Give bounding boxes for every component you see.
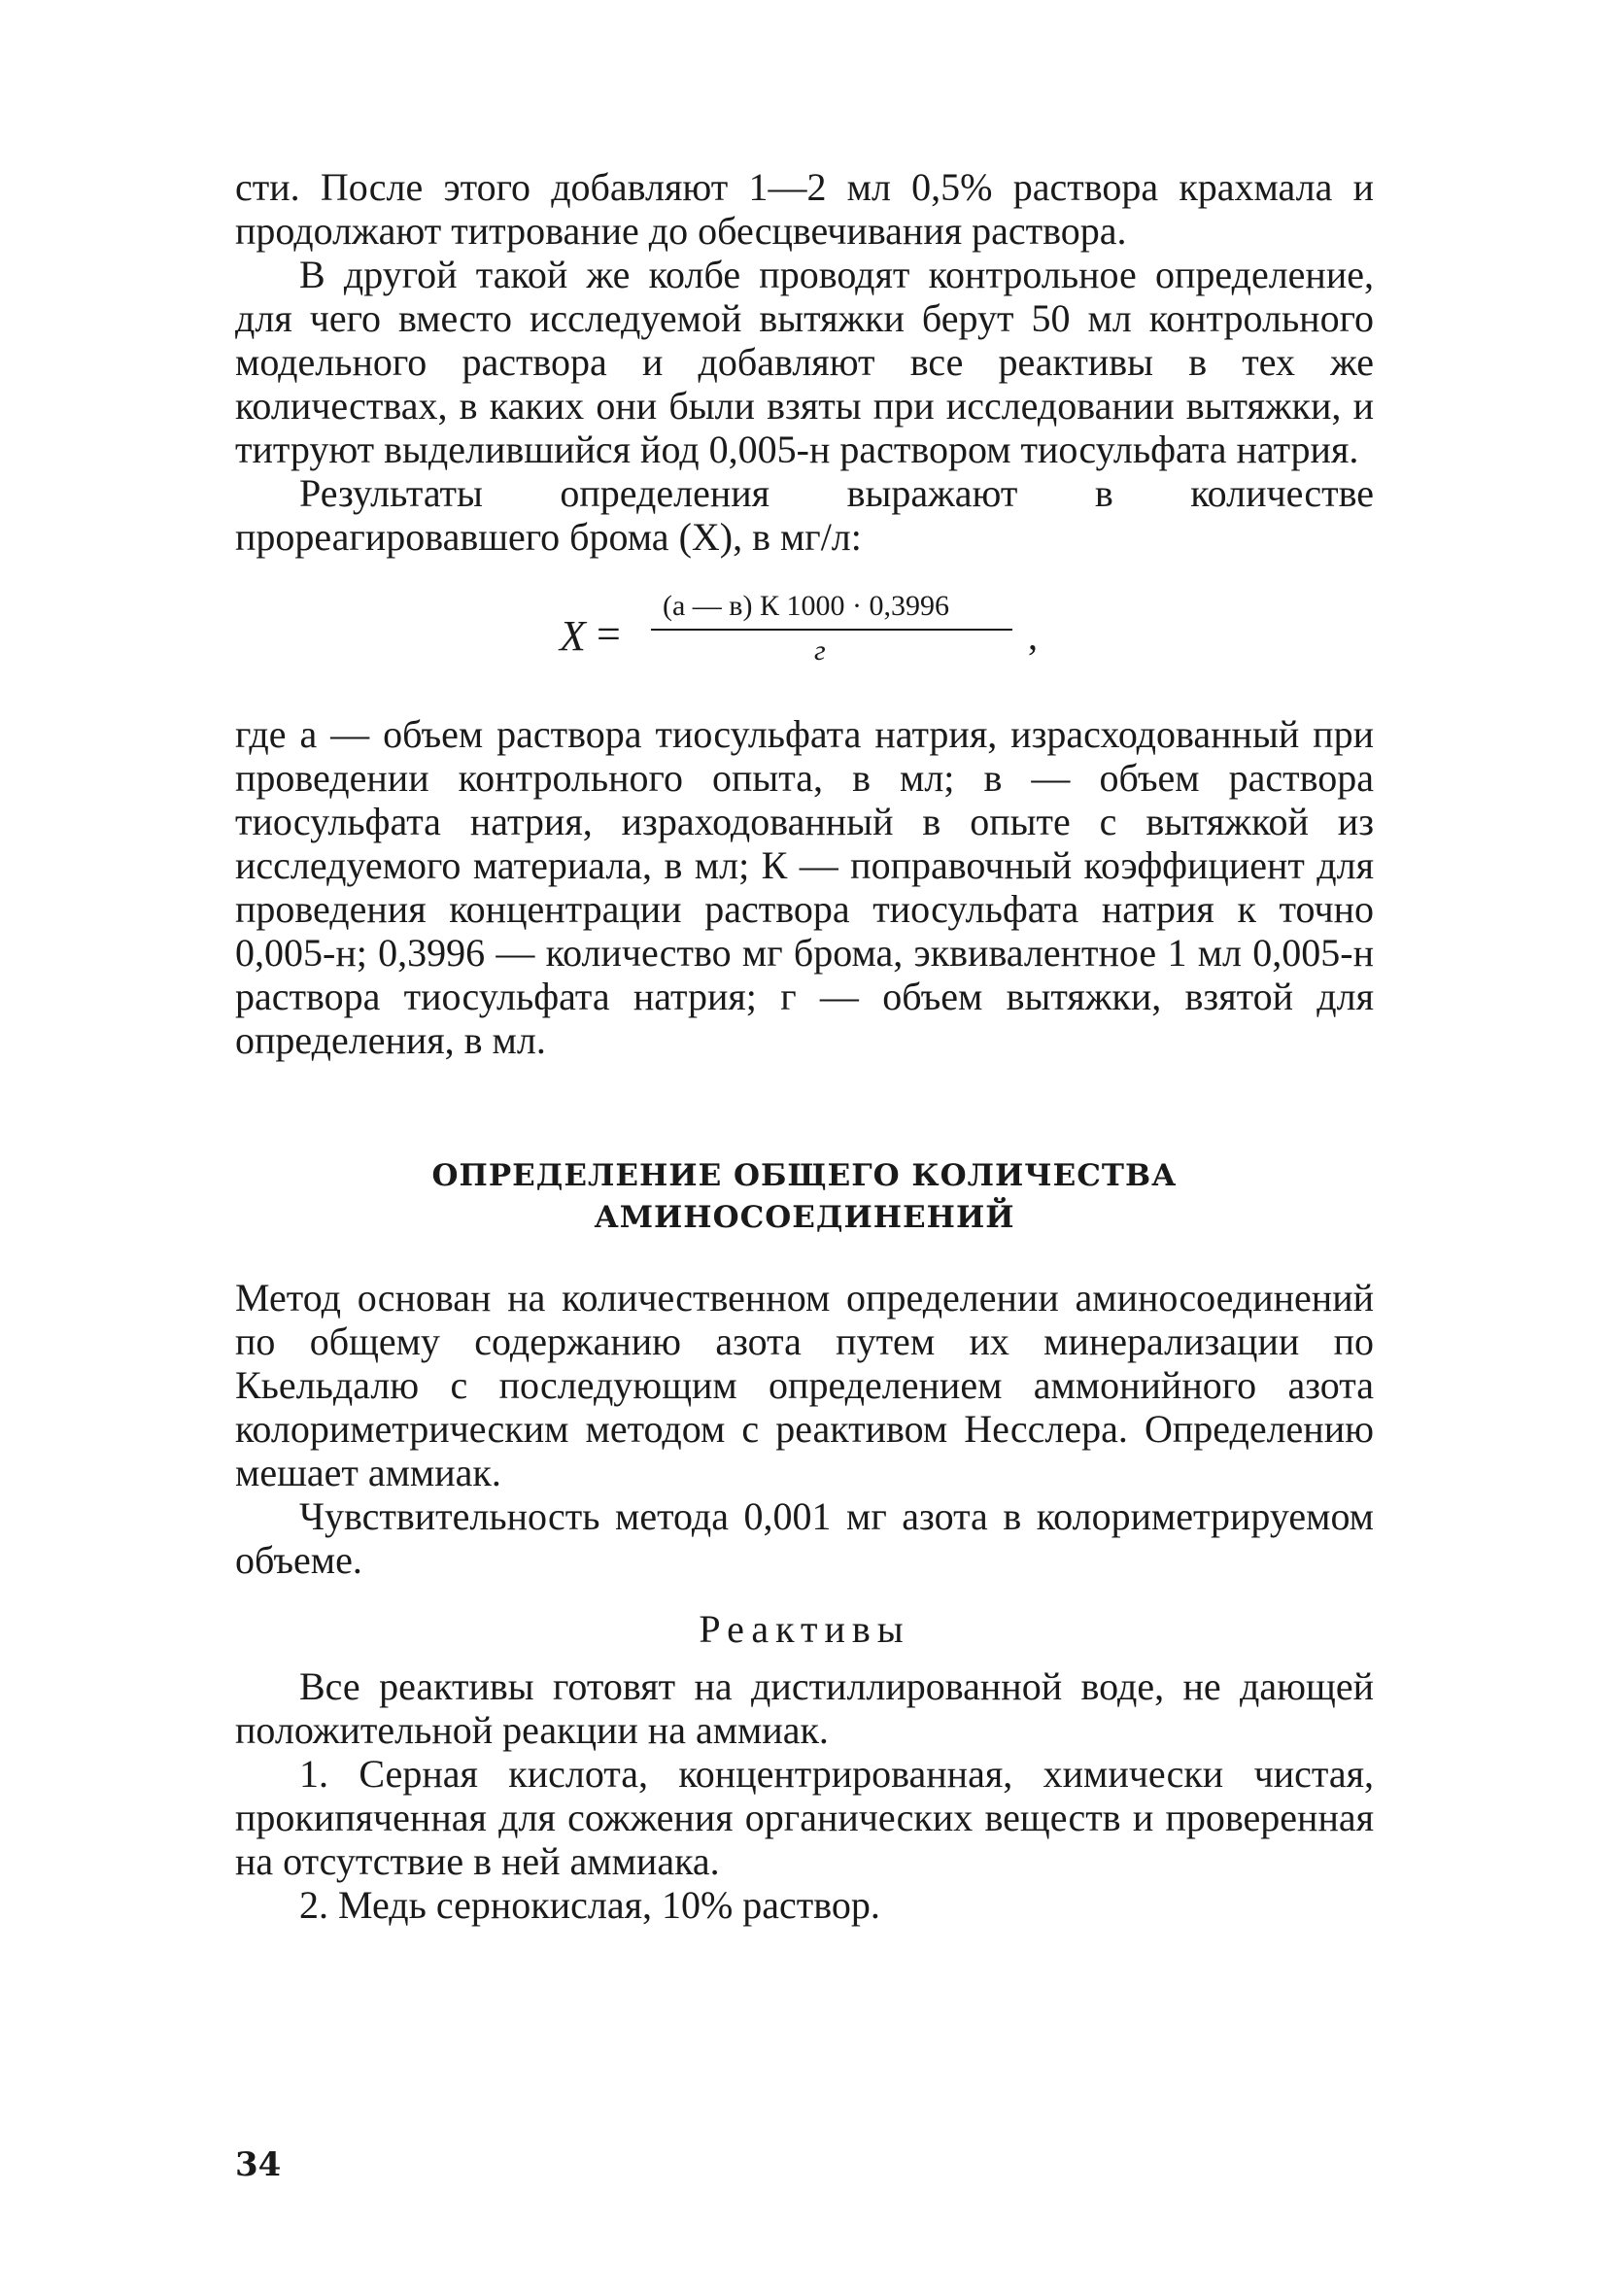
section-heading-line2: АМИНОСОЕДИНЕНИЙ (594, 1200, 1015, 1235)
paragraph-formula-legend: где а — объем раствора тиосульфата натрия, израсходованный при проведении контрольного опыта, в мл; в — объем раствора тиосульфата натрия, израходованный в опыте с вытяжкой из исследуемого материала, в мл; К — поправочный коэффициент для проведения концентрации раствора тиосульфата натрия к точно 0,005-н; 0,3996 — количество мг брома, эквивалентное 1 мл 0,005-н раствора тиосульфата натрия; г — объем вытяжки, взятой для определения, в мл. (235, 712, 1374, 1062)
paragraph-sensitivity: Чувствительность метода 0,001 мг азота в колориметрируемом объеме. (235, 1494, 1374, 1582)
page-number: 34 (235, 2145, 282, 2184)
page-content (235, 165, 1374, 1927)
paragraph-reagents-intro: Все реактивы готовят на дистиллированной воде, не дающей положительной реакции на аммиак. (235, 1664, 1374, 1752)
formula-numerator: (а — в) К 1000 · 0,3996 (663, 590, 949, 622)
formula-denominator: г (814, 634, 826, 667)
formula-lhs: X (560, 612, 586, 660)
formula-fraction-bar (651, 629, 1012, 631)
paragraph-results: Результаты определения выражают в количестве прореагировавшего брома (X), в мг/л: (235, 471, 1374, 559)
formula-bromine (235, 566, 1374, 712)
paragraph-control-determination: В другой такой же колбе проводят контрольное определение, для чего вместо исследуемой вытяжки берут 50 мл контрольного модельного раствора и добавляют все реактивы в тех же количествах, в каких они были взяты при исследовании вытяжки, и титруют выделившийся йод 0,005-н раствором тиосульфата натрия. (235, 253, 1374, 471)
formula-equals: = (597, 610, 621, 658)
reagent-item-1: 1. Серная кислота, концентрированная, химически чистая, прокипяченная для сожжения органических веществ и проверенная на отсутствие в ней аммиака. (235, 1752, 1374, 1883)
section-heading-line1: ОПРЕДЕЛЕНИЕ ОБЩЕГО КОЛИЧЕСТВА (431, 1158, 1178, 1193)
paragraph-titration-end: сти. После этого добавляют 1—2 мл 0,5% раствора крахмала и продолжают титрование до обесцвечивания раствора. (235, 165, 1374, 253)
paragraph-method-intro: Метод основан на количественном определении аминосоединений по общему содержанию азота путем их минерализации по Кьельдалю с последующим определением аммонийного азота колориметрическим методом с реактивом Несслера. Определению мешает аммиак. (235, 1276, 1374, 1494)
formula-comma: , (1028, 614, 1038, 658)
reagent-item-2: 2. Медь сернокислая, 10% раствор. (299, 1883, 880, 1927)
section-heading (235, 1155, 1374, 1239)
reagents-subheading: Реактивы (699, 1607, 910, 1651)
